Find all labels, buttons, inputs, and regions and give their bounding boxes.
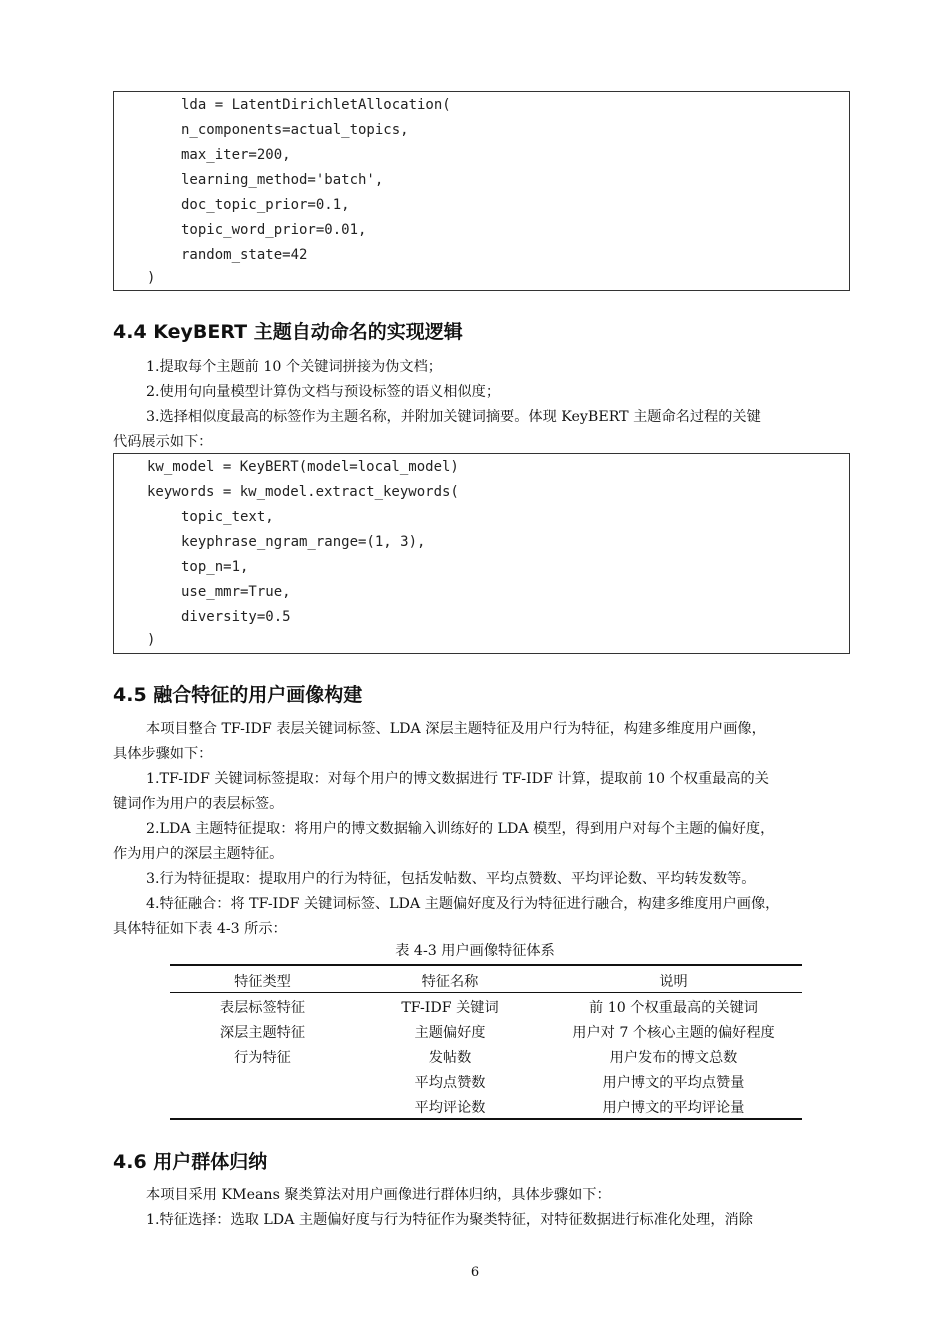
list-item: 1.提取每个主题前 10 个关键词拼接为伪文档； bbox=[146, 359, 442, 375]
paragraph-line: 3.行为特征提取：提取用户的行为特征，包括发帖数、平均点赞数、平均评论数、平均转发数等。 bbox=[146, 871, 756, 887]
table-header-rule bbox=[170, 992, 802, 993]
code-block-keybert bbox=[113, 453, 850, 654]
code-line: diversity=0.5 bbox=[181, 609, 291, 625]
table-cell: 平均点赞数 bbox=[414, 1075, 486, 1091]
table-header: 说明 bbox=[659, 974, 688, 990]
table-bottom-rule bbox=[170, 1118, 802, 1120]
table-cell: 深层主题特征 bbox=[219, 1025, 306, 1041]
code-line: top_n=1, bbox=[181, 559, 249, 575]
section-heading-4-6: 4.6 用户群体归纳 bbox=[113, 1151, 268, 1173]
table-cell: 主题偏好度 bbox=[414, 1025, 486, 1041]
table-cell: 平均评论数 bbox=[414, 1100, 486, 1116]
page-number: 6 bbox=[470, 1265, 480, 1280]
section-heading-4-5: 4.5 融合特征的用户画像构建 bbox=[113, 684, 363, 706]
table-cell: 用户对 7 个核心主题的偏好程度 bbox=[572, 1025, 775, 1041]
feature-table bbox=[170, 964, 802, 1120]
code-line: keywords = kw_model.extract_keywords( bbox=[147, 484, 459, 500]
paragraph-line: 2.LDA 主题特征提取：将用户的博文数据输入训练好的 LDA 模型，得到用户对每个主题的偏好度， bbox=[146, 821, 775, 837]
paragraph-line: 键词作为用户的表层标签。 bbox=[113, 796, 284, 812]
table-caption: 表 4-3 用户画像特征体系 bbox=[395, 943, 555, 959]
table-cell: TF-IDF 关键词 bbox=[401, 1000, 499, 1016]
list-item: 3.选择相似度最高的标签作为主题名称，并附加关键词摘要。体现 KeyBERT 主题命名过程的关键 bbox=[146, 409, 761, 425]
paragraph-line: 具体步骤如下： bbox=[113, 746, 213, 762]
section-4-4-body bbox=[113, 355, 850, 455]
code-line: topic_text, bbox=[181, 509, 274, 525]
table-cell: 表层标签特征 bbox=[219, 1000, 306, 1016]
paragraph-line: 1.特征选择：选取 LDA 主题偏好度与行为特征作为聚类特征，对特征数据进行标准化处理，消除 bbox=[146, 1212, 753, 1228]
paragraph-line: 本项目整合 TF-IDF 表层关键词标签、LDA 深层主题特征及用户行为特征，构建多维度用户画像， bbox=[146, 721, 766, 737]
code-line: random_state=42 bbox=[181, 247, 308, 263]
table-cell: 用户博文的平均评论量 bbox=[602, 1100, 745, 1116]
table-cell: 发帖数 bbox=[428, 1050, 472, 1066]
section-4-6-body bbox=[113, 1183, 850, 1233]
table-top-rule bbox=[170, 964, 802, 966]
list-item: 2.使用句向量模型计算伪文档与预设标签的语义相似度； bbox=[146, 384, 501, 400]
code-line: doc_topic_prior=0.1, bbox=[181, 197, 350, 213]
code-block-lda bbox=[113, 91, 850, 291]
section-heading-4-4: 4.4 KeyBERT 主题自动命名的实现逻辑 bbox=[113, 321, 463, 343]
code-line: ) bbox=[147, 270, 156, 286]
table-header: 特征名称 bbox=[421, 974, 479, 990]
code-line: ) bbox=[147, 632, 156, 648]
code-line: keyphrase_ngram_range=(1, 3), bbox=[181, 534, 426, 550]
paragraph-line: 4.特征融合：将 TF-IDF 关键词标签、LDA 主题偏好度及行为特征进行融合，构建多维度用户画像， bbox=[146, 896, 780, 912]
table-cell: 前 10 个权重最高的关键词 bbox=[589, 1000, 758, 1016]
code-line: topic_word_prior=0.01, bbox=[181, 222, 367, 238]
paragraph-line: 本项目采用 KMeans 聚类算法对用户画像进行群体归纳，具体步骤如下： bbox=[146, 1187, 611, 1203]
paragraph-line: 1.TF-IDF 关键词标签提取：对每个用户的博文数据进行 TF-IDF 计算，提取前 10 个权重最高的关 bbox=[146, 771, 769, 787]
paragraph-line: 具体特征如下表 4-3 所示： bbox=[113, 921, 287, 937]
table-cell: 行为特征 bbox=[234, 1050, 291, 1066]
table-header: 特征类型 bbox=[234, 974, 291, 990]
paragraph-line: 作为用户的深层主题特征。 bbox=[113, 846, 284, 862]
code-line: lda = LatentDirichletAllocation( bbox=[181, 97, 451, 113]
code-line: use_mmr=True, bbox=[181, 584, 291, 600]
table-cell: 用户发布的博文总数 bbox=[609, 1050, 738, 1066]
code-line: kw_model = KeyBERT(model=local_model) bbox=[147, 459, 459, 475]
table-cell: 用户博文的平均点赞量 bbox=[602, 1075, 745, 1091]
section-4-5-body bbox=[113, 717, 850, 942]
code-line: learning_method='batch', bbox=[181, 172, 384, 188]
code-line: max_iter=200, bbox=[181, 147, 291, 163]
code-line: n_components=actual_topics, bbox=[181, 122, 409, 138]
list-item-continuation: 代码展示如下： bbox=[113, 434, 213, 450]
